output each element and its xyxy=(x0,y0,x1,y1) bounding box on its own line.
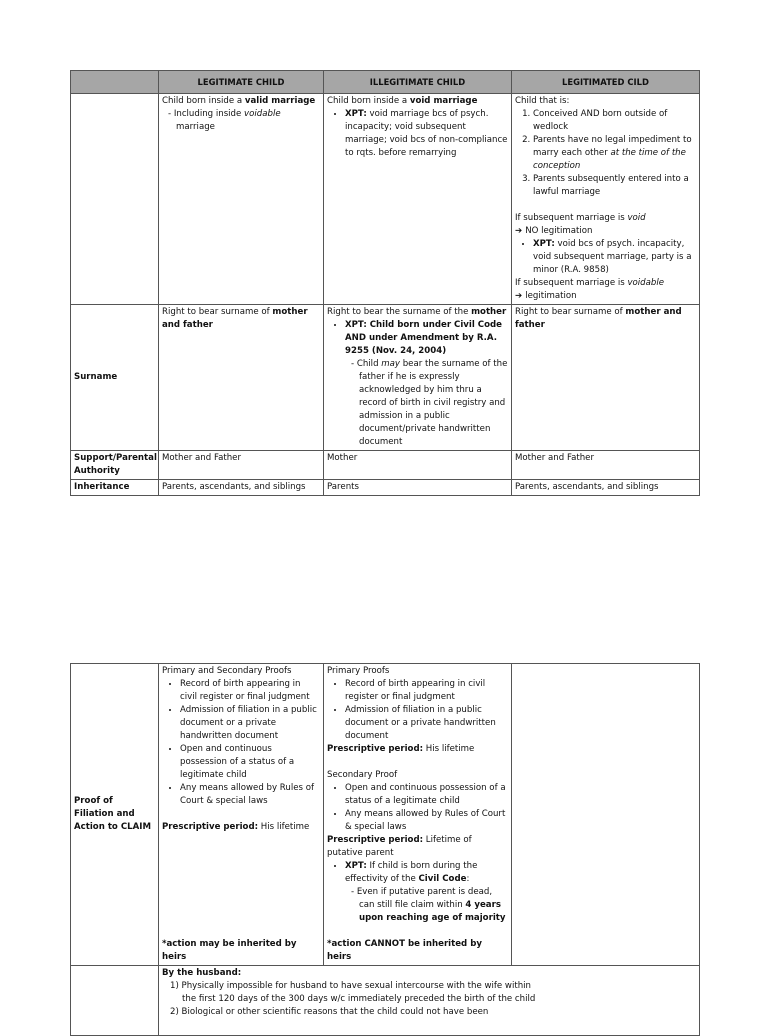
definition-legitimated: Child that is: 1. Conceived AND born outside of wedlock 2. Parents have no legal impediment to marry each other at the time of the conception 3. Parents subsequently entered into a lawful marriage If subsequent marriage is void ➔ NO legitimation • XPT: void bcs of psych. incapacity, void subsequent marriage, party is a minor (R.A. 9858) If subsequent marriage is voidable ➔ legitimation xyxy=(512,94,700,305)
inheritance-row xyxy=(71,480,700,496)
surname-illegitimate: Right to bear the surname of the mother • XPT: Child born under Civil Code AND under Amendment by R.A. 9255 (Nov. 24, 2004) - Child may bear the surname of the father if he is expressly acknowledged by him thru a record of birth in civil registry and admission in a public document/private handwritten document xyxy=(324,305,512,451)
proof-illegitimate-footnote: *action CANNOT be inherited by heirs xyxy=(327,939,482,962)
support-row xyxy=(71,451,700,480)
proof-label: Proof of Filiation and Action to CLAIM xyxy=(71,664,159,966)
header-illegitimate: ILLEGITIMATE CHILD xyxy=(324,71,512,94)
surname-legitimated: Right to bear surname of mother and father xyxy=(512,305,700,451)
definition-row xyxy=(71,94,700,305)
surname-row xyxy=(71,305,700,451)
support-legitimate: Mother and Father xyxy=(159,451,324,480)
definition-label xyxy=(71,94,159,305)
impugn-row xyxy=(71,966,700,1036)
proof-legitimated xyxy=(512,664,700,966)
inheritance-legitimate: Parents, ascendants, and siblings xyxy=(159,480,324,496)
header-legitimated: LEGITIMATED CILD xyxy=(512,71,700,94)
proof-row xyxy=(71,664,700,966)
header-legitimate: LEGITIMATE CHILD xyxy=(159,71,324,94)
proof-legitimate-footnote: *action may be inherited by heirs xyxy=(162,939,297,962)
impugn-content: By the husband: 1) Physically impossible for husband to have sexual intercourse with the wife within the first 120 days of the 300 days w/c immediately preceded the birth of the child 2) Biological or other scientific reasons that the child could not have been xyxy=(159,966,700,1036)
inheritance-illegitimate: Parents xyxy=(324,480,512,496)
support-legitimated: Mother and Father xyxy=(512,451,700,480)
surname-label: Surname xyxy=(71,305,159,451)
header-empty xyxy=(71,71,159,94)
inheritance-label: Inheritance xyxy=(71,480,159,496)
definition-illegitimate: Child born inside a void marriage • XPT: void marriage bcs of psych. incapacity; void subsequent marriage; void bcs of non-compliance to rqts. before remarrying xyxy=(324,94,512,305)
proof-legitimate: Primary and Secondary Proofs • Record of birth appearing in civil register or final judgment • Admission of filiation in a public document or a private handwritten document • Open and continuous possession of a status of a legitimate child • Any means allowed by Rules of Court & special laws Prescriptive period: His lifetime *action may be inherited by heirs xyxy=(159,664,324,966)
impugn-label xyxy=(71,966,159,1036)
inheritance-legitimated: Parents, ascendants, and siblings xyxy=(512,480,700,496)
proof-illegitimate: Primary Proofs • Record of birth appearing in civil register or final judgment • Admission of filiation in a public document or a private handwritten document Prescriptive period: His lifetime Secondary Proof • Open and continuous possession of a status of a legitimate child • Any means allowed by Rules of Court & special laws Prescriptive period: Lifetime of putative parent • XPT: If child is born during the effectivity of the Civil Code: - Even if putative parent is dead, can still file claim within 4 years upon reaching age of majority *action CANNOT be inherited by heirs xyxy=(324,664,512,966)
definition-legitimate: Child born inside a valid marriage - Including inside voidable marriage xyxy=(159,94,324,305)
header-row xyxy=(71,71,700,94)
support-label: Support/Parental Authority xyxy=(71,451,159,480)
comparison-table xyxy=(70,70,700,496)
proof-table xyxy=(70,663,700,1036)
surname-legitimate: Right to bear surname of mother and father xyxy=(159,305,324,451)
support-illegitimate: Mother xyxy=(324,451,512,480)
